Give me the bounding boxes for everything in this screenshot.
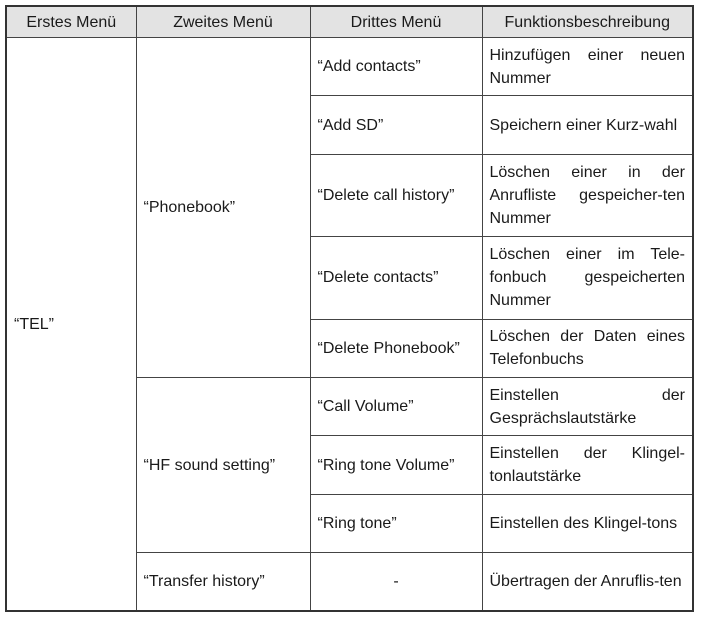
function-description: Löschen einer im Tele-fonbuch gespeicherten Nummer xyxy=(482,237,693,320)
function-description: Einstellen der Klingel-tonlautstärke xyxy=(482,436,693,494)
third-menu-item: “Call Volume” xyxy=(310,378,482,436)
third-menu-item: “Ring tone” xyxy=(310,494,482,552)
function-description: Löschen einer in der Anrufliste gespeicher-ten Nummer xyxy=(482,154,693,237)
header-function-description: Funktionsbeschreibung xyxy=(482,6,693,38)
second-menu-hf-sound-setting: “HF sound setting” xyxy=(136,378,310,553)
third-menu-item: “Delete call history” xyxy=(310,154,482,237)
function-description: Löschen der Daten eines Telefonbuchs xyxy=(482,319,693,377)
table-row xyxy=(6,38,693,96)
menu-function-table xyxy=(5,5,694,612)
third-menu-item: - xyxy=(310,553,482,611)
header-third-menu: Drittes Menü xyxy=(310,6,482,38)
header-second-menu: Zweites Menü xyxy=(136,6,310,38)
third-menu-item: “Ring tone Volume” xyxy=(310,436,482,494)
third-menu-item: “Delete Phonebook” xyxy=(310,319,482,377)
second-menu-phonebook: “Phonebook” xyxy=(136,38,310,378)
function-description: Speichern einer Kurz-wahl xyxy=(482,96,693,154)
first-menu-tel: “TEL” xyxy=(6,38,136,612)
second-menu-transfer-history: “Transfer history” xyxy=(136,553,310,611)
function-description: Einstellen des Klingel-tons xyxy=(482,494,693,552)
third-menu-item: “Add contacts” xyxy=(310,38,482,96)
function-description: Hinzufügen einer neuen Nummer xyxy=(482,38,693,96)
table-header-row xyxy=(6,6,693,38)
function-description: Einstellen der Gesprächslautstärke xyxy=(482,378,693,436)
third-menu-item: “Add SD” xyxy=(310,96,482,154)
third-menu-item: “Delete contacts” xyxy=(310,237,482,320)
header-first-menu: Erstes Menü xyxy=(6,6,136,38)
function-description: Übertragen der Anruflis-ten xyxy=(482,553,693,611)
